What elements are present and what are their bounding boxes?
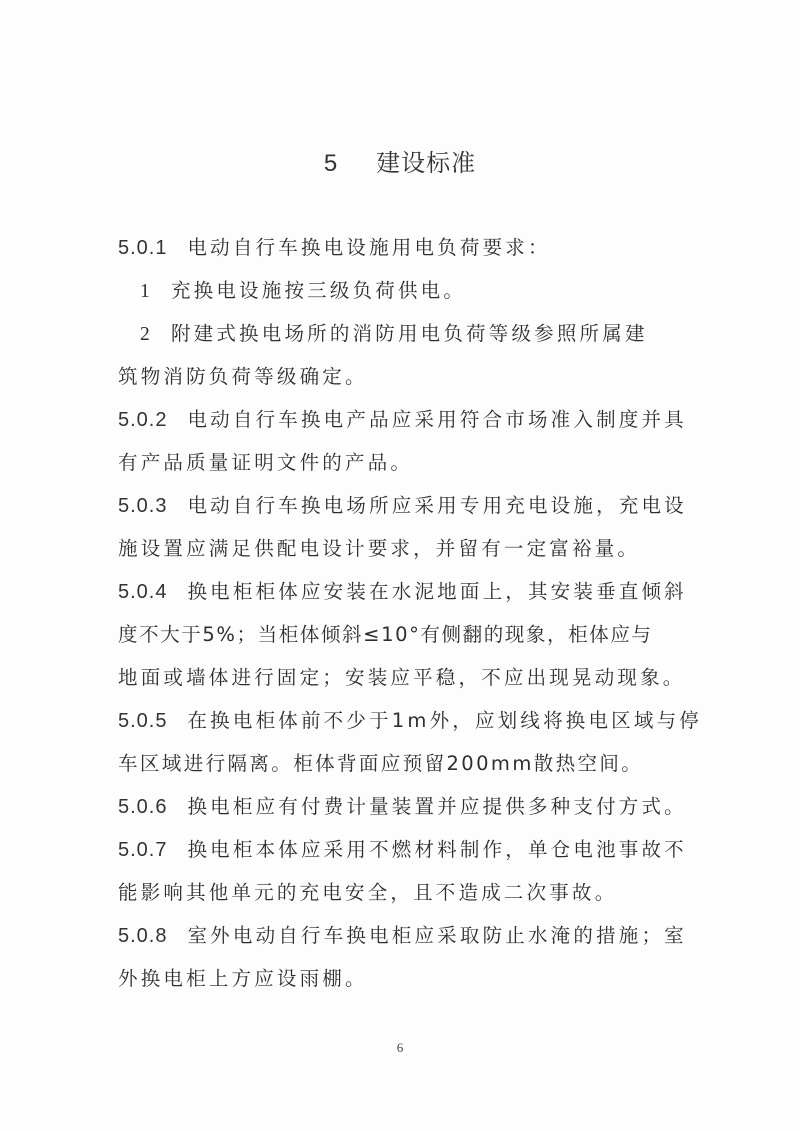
clause-text: 换电柜柜体应安装在水泥地面上，其安装垂直倾斜 (187, 580, 687, 603)
clause-5-0-6 (118, 791, 687, 819)
clause-5-0-1-item-2 (140, 318, 648, 346)
clause-text: 换电柜应有付费计量装置并应提供多种支付方式。 (187, 795, 687, 818)
clause-text: 电动自行车换电场所应采用专用充电设施，充电设 (187, 494, 687, 517)
clause-number: 5.0.2 (118, 409, 168, 431)
clause-text: 室外电动自行车换电柜应采取防止水淹的措施；室 (187, 924, 687, 947)
item-text: 附建式换电场所的消防用电负荷等级参照所属建 (170, 322, 648, 345)
clause-5-0-4 (118, 576, 687, 604)
clause-5-0-4-cont-1: 度不大于5%；当柜体倾斜≤10°有侧翻的现象，柜体应与 (118, 623, 653, 646)
clause-5-0-1 (118, 232, 551, 260)
chapter-number: 5 (323, 150, 339, 177)
clause-number: 5.0.7 (118, 839, 168, 861)
clause-5-0-7-cont: 能影响其他单元的充电安全，且不造成二次事故。 (118, 881, 618, 904)
clause-5-0-3-cont: 施设置应满足供配电设计要求，并留有一定富裕量。 (118, 537, 641, 560)
clause-number: 5.0.4 (118, 581, 168, 603)
clause-5-0-1-item-2-cont: 筑物消防负荷等级确定。 (118, 365, 368, 388)
clause-5-0-3 (118, 490, 687, 518)
clause-text: 在换电柜体前不少于1m外，应划线将换电区域与停 (187, 709, 702, 732)
clause-number: 5.0.3 (118, 495, 168, 517)
chapter-title (0, 143, 800, 178)
clause-number: 5.0.1 (118, 237, 168, 259)
clause-number: 5.0.6 (118, 796, 168, 818)
page-number: 6 (396, 1040, 404, 1055)
clause-5-0-7 (118, 834, 687, 862)
clause-number: 5.0.8 (118, 925, 168, 947)
clause-5-0-5-cont: 车区域进行隔离。柜体背面应预留200mm散热空间。 (118, 752, 644, 775)
clause-text: 电动自行车换电设施用电负荷要求： (187, 236, 551, 259)
clause-number: 5.0.5 (118, 710, 168, 732)
clause-text: 换电柜本体应采用不燃材料制作，单仓电池事故不 (187, 838, 687, 861)
item-number: 1 (140, 281, 153, 302)
chapter-title-text: 建设标准 (376, 149, 477, 177)
clause-5-0-4-cont-2: 地面或墙体进行固定；安装应平稳，不应出现晃动现象。 (118, 666, 686, 689)
clause-5-0-1-item-1 (140, 275, 466, 303)
item-number: 2 (140, 324, 153, 345)
clause-5-0-5 (118, 705, 702, 733)
clause-5-0-8 (118, 920, 687, 948)
clause-text: 电动自行车换电产品应采用符合市场准入制度并具 (187, 408, 687, 431)
clause-5-0-2 (118, 404, 687, 432)
clause-5-0-8-cont: 外换电柜上方应设雨棚。 (118, 967, 368, 990)
item-text: 充换电设施按三级负荷供电。 (170, 279, 467, 302)
clause-5-0-2-cont: 有产品质量证明文件的产品。 (118, 451, 414, 474)
